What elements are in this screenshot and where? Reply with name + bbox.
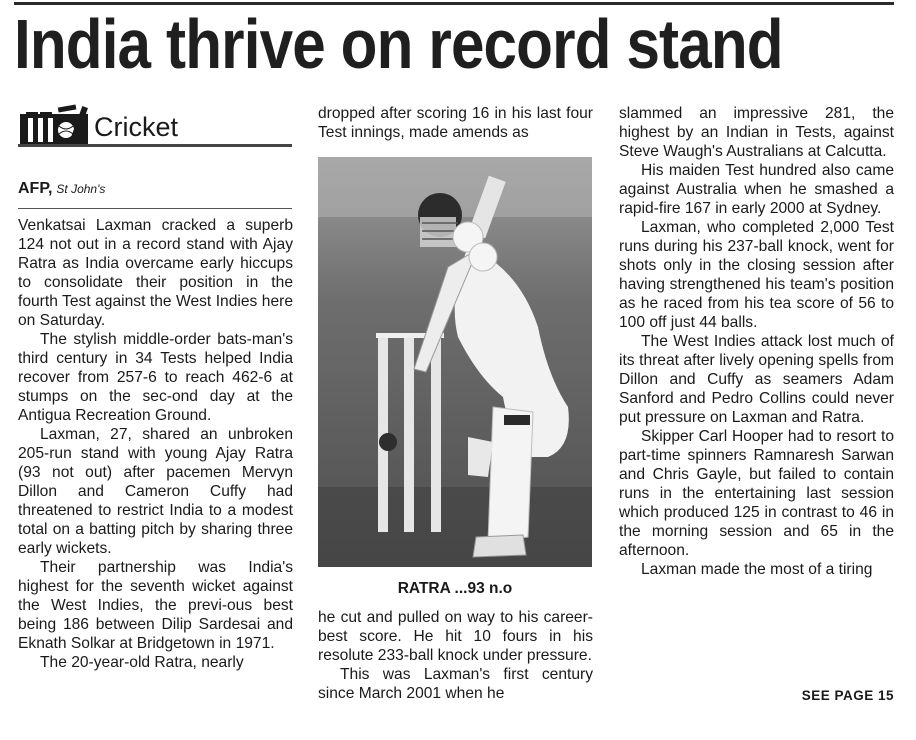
cricket-stumps-icon bbox=[18, 104, 90, 144]
byline-rule bbox=[18, 208, 292, 209]
paragraph: The 20-year-old Ratra, nearly bbox=[40, 654, 244, 671]
paragraph: slammed an impressive 281, the highest by an Indian in Tests, against Steve Waugh's Australians at Calcutta. bbox=[619, 105, 894, 160]
paragraph: Their partnership was India's highest for the seventh wicket against the West Indies, the previ-ous best being 186 between Dilip Sardesai and Eknath Solkar at Bridgetown in 1971. bbox=[18, 559, 293, 652]
column-2-bottom bbox=[318, 608, 593, 703]
paragraph: Skipper Carl Hooper had to resort to part-time spinners Ramnaresh Sarwan and Chris Gayle, but failed to contain runs in the entertaining last session which produced 125 in contrast to 46 in the morning session and 65 in the afternoon. bbox=[619, 428, 894, 559]
byline bbox=[18, 180, 292, 198]
paragraph: Laxman made the most of a tiring bbox=[641, 561, 873, 578]
byline-agency: AFP, bbox=[18, 180, 53, 197]
paragraph: Venkatsai Laxman cracked a superb 124 not out in a record stand with Ajay Ratra as India overcame early hiccups to consolidate their position in the fourth Test against the West Indies here on Saturday. bbox=[18, 217, 293, 329]
photo-caption: RATRA ...93 n.o bbox=[397, 580, 513, 597]
batsman-photo bbox=[318, 157, 592, 567]
column-3 bbox=[619, 104, 894, 579]
byline-place: St John's bbox=[56, 182, 106, 196]
paragraph: The stylish middle-order bats-man's third century in 34 Tests helped India recover from 257-6 to reach 462-6 at stumps on the sec-ond day at the Antigua Recreation Ground. bbox=[18, 331, 293, 424]
continuation-link[interactable]: SEE PAGE 15 bbox=[801, 688, 894, 703]
paragraph: Laxman, 27, shared an unbroken 205-run stand with young Ajay Ratra (93 not out) after pacemen Mervyn Dillon and Cameron Cuffy had threatened to restrict India to a modest total on a batting pitch by sharing three early wickets. bbox=[18, 426, 293, 557]
section-header bbox=[18, 104, 292, 146]
column-1 bbox=[18, 216, 293, 672]
section-label: Cricket bbox=[94, 112, 179, 142]
paragraph: The West Indies attack lost much of its threat after lively opening spells from Dillon and Cuffy as seamers Adam Sanford and Pedro Collins could never put pressure on Laxman and Ratra. bbox=[619, 333, 894, 426]
section-rule bbox=[18, 144, 292, 147]
headline: India thrive on record stand bbox=[14, 5, 783, 83]
paragraph: Laxman, who completed 2,000 Test runs during his 237-ball knock, went for shots only in the closing session after having strengthened his team's position as he raced from his tea score of 56 to 100 off just 44 balls. bbox=[619, 219, 894, 331]
paragraph: This was Laxman's first century since March 2001 when he bbox=[318, 666, 593, 702]
paragraph: dropped after scoring 16 in his last four Test innings, made amends as bbox=[318, 105, 593, 141]
paragraph: he cut and pulled on way to his career-best score. He hit 10 fours in his resolute 233-ball knock under pressure. bbox=[318, 609, 593, 664]
column-2-top bbox=[318, 104, 593, 142]
paragraph: His maiden Test hundred also came against Australia when he smashed a rapid-fire 167 in early 2000 at Sydney. bbox=[619, 162, 894, 217]
